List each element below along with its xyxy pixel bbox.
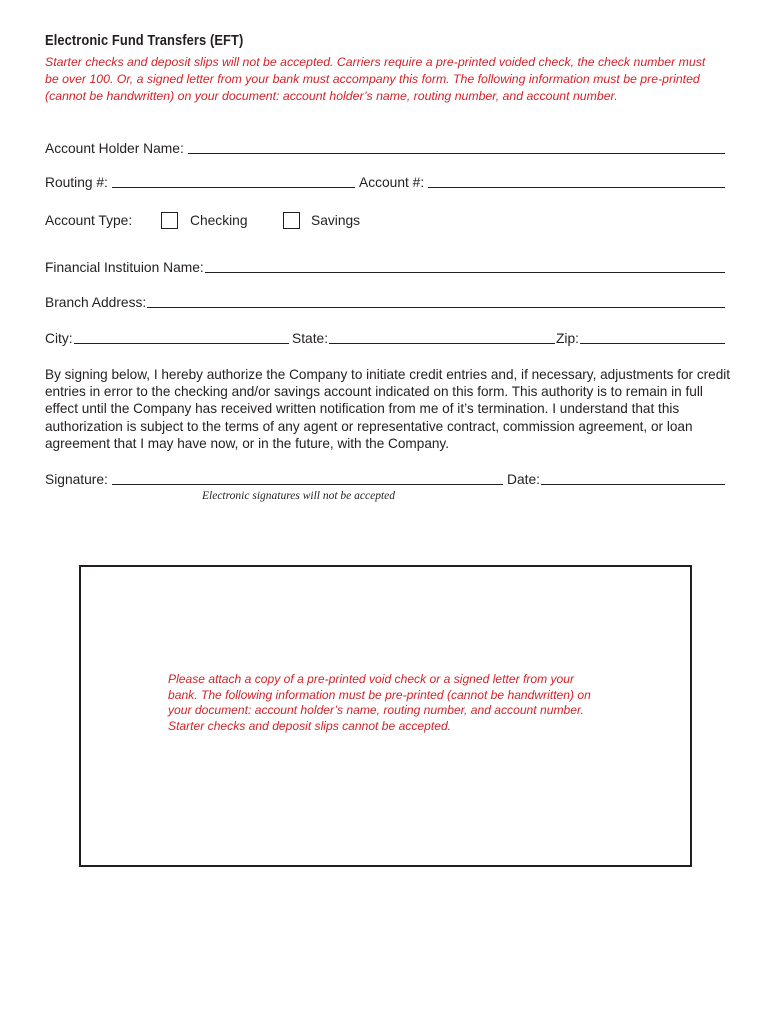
checking-checkbox[interactable] [161, 212, 178, 229]
signature-note: Electronic signatures will not be accepted [202, 490, 396, 502]
account-holder-field[interactable] [188, 153, 725, 154]
state-row [292, 328, 555, 348]
institution-label: Financial Instituion Name: [45, 260, 204, 275]
city-field[interactable] [74, 343, 289, 344]
account-number-row [359, 172, 725, 192]
branch-field[interactable] [147, 307, 725, 308]
signature-row [45, 469, 503, 489]
account-number-label: Account #: [359, 175, 425, 190]
account-holder-row [45, 138, 725, 158]
routing-label: Routing #: [45, 175, 108, 190]
attachment-instructions: Please attach a copy of a pre-printed void check or a signed letter from your bank. The following information must be pre-printed (cannot be handwritten) on your document: account holder’s name, routing number, and account number. Starter checks and deposit slips cannot be accepted. [168, 672, 591, 733]
state-label: State: [292, 331, 329, 346]
date-field[interactable] [541, 484, 725, 485]
institution-row [45, 257, 725, 277]
savings-checkbox[interactable] [283, 212, 300, 229]
zip-label: Zip: [556, 331, 579, 346]
zip-row [556, 328, 725, 348]
branch-label: Branch Address: [45, 295, 147, 310]
routing-field[interactable] [112, 187, 355, 188]
zip-field[interactable] [580, 343, 725, 344]
eft-notice: Starter checks and deposit slips will not be accepted. Carriers require a pre-printed voided check, the check number must be over 100. Or, a signed letter from your bank must accompany this form. The following information must be pre-printed (cannot be handwritten) on your document: account holder’s name, routing number, and account number. [45, 55, 706, 104]
city-row [45, 328, 289, 348]
account-type-label: Account Type: [45, 213, 133, 228]
signature-field[interactable] [112, 484, 503, 485]
routing-row [45, 172, 355, 192]
authorization-text: By signing below, I hereby authorize the Company to initiate credit entries and, if necessary, adjustments for credit entries in error to the checking and/or savings account indicated on this form. This authority is to remain in full effect until the Company has received written notification from me of it’s termination. I understand that this authorization is subject to the terms of any agent or representative contract, commission agreement, or loan agreement that I may have now, or in the future, with the Company. [45, 367, 731, 451]
branch-row [45, 292, 725, 312]
form-title: Electronic Fund Transfers (EFT) [45, 32, 244, 49]
city-label: City: [45, 331, 73, 346]
signature-label: Signature: [45, 472, 108, 487]
savings-label: Savings [311, 213, 361, 228]
account-number-field[interactable] [428, 187, 725, 188]
account-holder-label: Account Holder Name: [45, 141, 184, 156]
checking-label: Checking [190, 213, 248, 228]
state-field[interactable] [329, 343, 555, 344]
institution-field[interactable] [205, 272, 725, 273]
date-label: Date: [507, 472, 540, 487]
date-row [507, 469, 725, 489]
